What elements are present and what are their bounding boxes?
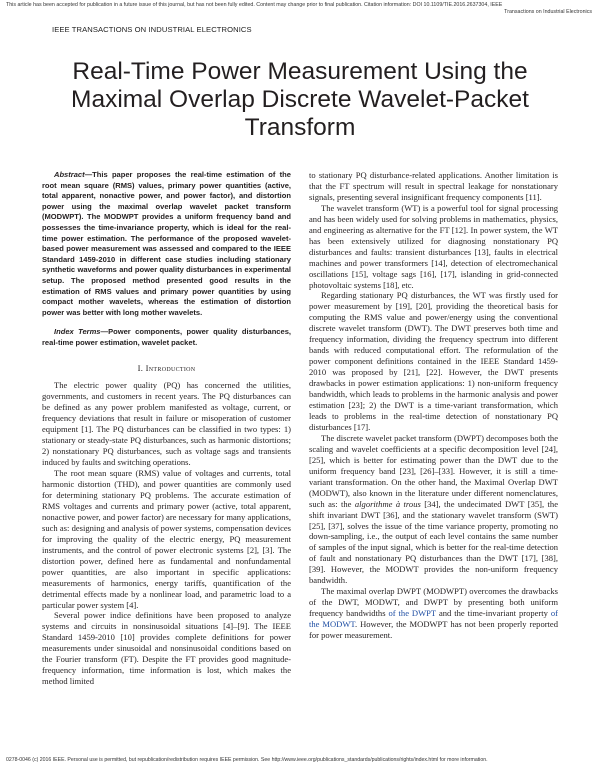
index-terms-text: —Power components, power quality disturbances, real-time power estimation, wavelet packet.: [42, 327, 291, 347]
paragraph: [309, 433, 558, 586]
italic-term: algorithme à trous: [354, 498, 421, 509]
paragraph-text: . However, the MODWPT has not been properly reported for power measurement.: [309, 619, 558, 641]
publication-notice-line2: Transactions on Industrial Electronics: [504, 9, 592, 16]
abstract-label: Abstract: [54, 170, 85, 179]
paragraph-text: The discrete wavelet packet transform (DWPT) decomposes both the scaling and wavelet coefficients at a specific decomposition level [24], [25], which is better for estimating power than the DWT due to the uniform frequency band [23], [26]–[33]. However, it is still a time-variant transformation. On the other hand, the Maximal Overlap DWT (MODWT), also known in the literature under different nomenclatures, such as: the: [309, 432, 558, 509]
citation-link[interactable]: of the DWPT: [388, 608, 436, 619]
section-numeral: I.: [137, 362, 144, 373]
section-title: Introduction: [145, 362, 196, 373]
paragraph: Regarding stationary PQ disturbances, the WT was firstly used for power measurement by [19], [20], providing the theoretical basis for computing the RMS value and power/energy using the conventional discrete wavelet transform (DWT). The DWT preserves both time and frequency information, dividing the frequency spectrum into different bands with reduced computational effort. The reformulation of the power component definitions contained in the IEEE Standard 1459-2010 was proposed by [21], [22]. However, the DWT presents drawbacks in power estimation applications: 1) non-uniform frequency bandwidth, which leads to problems in the harmonic analysis and power estimation [23]; 2) the DWT is a time-variant transformation, which leads to problems in the real-time detection of nonstationary PQ disturbances [17].: [309, 290, 558, 432]
section-heading: [42, 363, 291, 374]
paragraph-text: and the time-invariant property: [436, 608, 551, 619]
paragraph-text: [34], the undecimated DWT [35], the shift invariant DWT [36], and the stationary wavelet transform (SWT) [25], [37], solves the issue of the time variance property, promoting no down-sampling, i.e., the output of each level contains the same number of samples of the input signal, which is better for the real-time detection of fault and nonstationary PQ disturbances than the DWT [17], [38], [39]. However, the MODWT provides the non-uniform frequency bandwidth.: [309, 498, 558, 586]
citation-link[interactable]: of the MODWT: [309, 608, 558, 630]
abstract-text: —This paper proposes the real-time estimation of the root mean square (RMS) values, primary power quantities (active, total apparent, nonactive power, and power factor), and distortion power using the maximal overlap wavelet packet transform (MODWPT). The MODWPT provides a uniform frequency band and possesses the time-invariance property, which is ideal for the real-time power estimation. The performance of the proposed wavelet-based power measurement was assessed and compared to the IEEE Standard 1459-2010 in different case studies including stationary synthetic waveforms and power quality disturbances in experimental setup. The proposed method presented good results in the estimation of RMS values and primary power quantities by using compact mother wavelets, whereas the estimation of distortion power was better with long mother wavelets.: [42, 170, 291, 317]
paragraph: [309, 586, 558, 641]
paragraph-text: The maximal overlap DWPT (MODWPT) overcomes the drawbacks of the DWT, MODWT, and DWPT by presenting both uniform frequency bandwidths: [309, 586, 558, 619]
journal-name: IEEE TRANSACTIONS ON INDUSTRIAL ELECTRONICS: [52, 25, 252, 34]
paragraph: The root mean square (RMS) value of voltages and currents, total harmonic distortion (THD), and power quantities are commonly used for determining stationary PQ problems. The accurate estimation of RMS voltages and currents and primary power (active, total apparent, nonactive power, and power factor) are necessary for many applications, such as: designing and analysis of power systems, compensation devices for improving the quality of the electric energy, PQ measurement instruments, and the control of power electronic systems [2], [3]. The distortion power, defined here as fundamental and nonfundamental power quantities, are also important in specific applications: measurements of harmonics, energy tariffs, quantification of the detrimental effects made by a nonlinear load, and parametric load to a particular power system [4].: [42, 468, 291, 610]
paper-title: Real-Time Power Measurement Using the Maximal Overlap Discrete Wavelet-Packet Transform: [71, 58, 529, 141]
abstract: [42, 170, 291, 349]
left-column: [42, 170, 291, 687]
index-terms-label: Index Terms: [54, 327, 101, 337]
copyright-footer: 0278-0046 (c) 2016 IEEE. Personal use is permitted, but republication/redistribution requires IEEE permission. See http://www.ieee.org/publications_standards/publications/rights/index.html for more information.: [6, 757, 488, 763]
paragraph: The electric power quality (PQ) has concerned the utilities, governments, and customers in recent years. The PQ disturbances can be defined as any power problem manifested as voltage, current, or frequency deviations that result in failure or misoperation of customer equipment [1]. The PQ disturbances can be classified in two types: 1) stationary or steady-state PQ disturbances, such as harmonic distortions; 2) nonstationary PQ disturbances, such as voltage sags and transients induced by faults and switching operations.: [42, 380, 291, 468]
right-column: [309, 170, 558, 641]
paragraph: The wavelet transform (WT) is a powerful tool for signal processing and has been widely used for solving problems in mathematics, physics, and engineering as alternative for the FT [12]. In power system, the WT has been extensively utilized for diagnosing nonstationary PQ disturbances and faults: transient disturbances [13], faults in electrical machines and power transformers [14], detection of electromechanical oscillations [15], voltage sags [16], [17], islanding in grid-connected photovoltaic systems [18], etc.: [309, 202, 558, 290]
paragraph: to stationary PQ disturbance-related applications. Another limitation is that the FT spectrum will result in spectral leakage for nonstationary signals, presenting several insignificant frequency components [11].: [309, 170, 558, 202]
publication-notice: [6, 2, 596, 16]
paragraph: Several power indice definitions have been proposed to analyze systems and circuits in nonsinusoidal situations [4]–[9]. The IEEE Standard 1459-2010 [10] provides complete definitions for power measurements under sinusoidal and nonsinusoidal conditions based on the Fourier transform (FT). Despite the FT provides good magnitude-frequency information, time information is lost, which makes the method limited: [42, 610, 291, 687]
publication-notice-line1: This article has been accepted for publication in a future issue of this journal, but has not been fully edited. Content may change prior to final publication. Citation information: DOI 10.1109/TIE.2016.2637304, IEEE: [6, 2, 503, 8]
